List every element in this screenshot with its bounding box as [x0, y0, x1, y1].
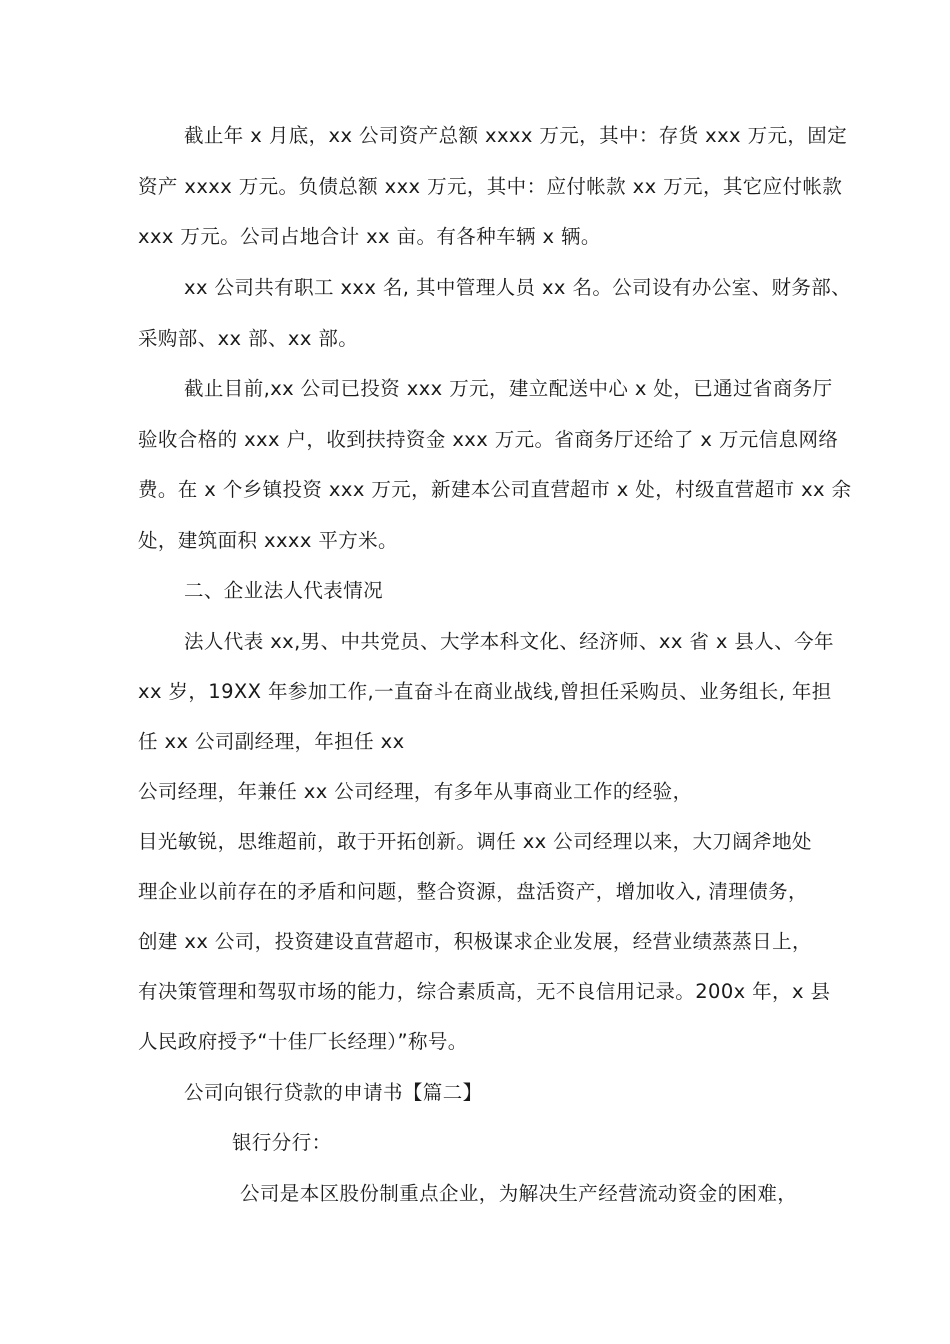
paragraph-1-line-3: xxx 万元。公司占地合计 xx 亩。有各种车辆 x 辆。 [138, 225, 601, 248]
salutation: 银行分行： [232, 1131, 332, 1154]
paragraph-1-line-2: 资产 xxxx 万元。负债总额 xxx 万元，其中：应付帐款 xx 万元，其它应付帐款 [138, 175, 843, 198]
paragraph-4-line-1: 法人代表 xx,男、中共党员、大学本科文化、经济师、xx 省 x 县人、今年 [184, 630, 834, 653]
paragraph-3-line-1: 截止目前,xx 公司已投资 xxx 万元，建立配送中心 x 处，已通过省商务厅 [184, 377, 833, 400]
letter-body-line-1: 公司是本区股份制重点企业，为解决生产经营流动资金的困难， [240, 1182, 798, 1205]
paragraph-4-line-2: xx 岁，19XX 年参加工作,一直奋斗在商业战线,曾担任采购员、业务组长, 年担 [138, 680, 832, 703]
paragraph-4-line-4: 公司经理，年兼任 xx 公司经理，有多年从事商业工作的经验， [138, 780, 693, 803]
paragraph-3-line-2: 验收合格的 xxx 户，收到扶持资金 xxx 万元。省商务厅还给了 x 万元信息网络 [138, 428, 839, 451]
paragraph-4-line-3: 任 xx 公司副经理，年担任 xx [138, 730, 405, 753]
paragraph-4-line-7: 创建 xx 公司，投资建设直营超市，积极谋求企业发展，经营业绩蒸蒸日上， [138, 930, 812, 953]
paragraph-4-line-9: 人民政府授予“十佳厂长经理）”称号。 [138, 1030, 468, 1053]
paragraph-2-line-1: xx 公司共有职工 xxx 名, 其中管理人员 xx 名。公司设有办公室、财务部、 [184, 276, 852, 299]
article-title: 公司向银行贷款的申请书【篇二】 [184, 1081, 483, 1104]
paragraph-4-line-5: 目光敏锐，思维超前，敢于开拓创新。调任 xx 公司经理以来，大刀阔斧地处 [138, 830, 812, 853]
paragraph-1-line-1: 截止年 x 月底，xx 公司资产总额 xxxx 万元，其中：存货 xxx 万元，固定 [184, 124, 848, 147]
paragraph-2-line-2: 采购部、xx 部、xx 部。 [138, 327, 359, 350]
paragraph-3-line-3: 费。在 x 个乡镇投资 xxx 万元，新建本公司直营超市 x 处，村级直营超市 xx 余 [138, 478, 852, 501]
section-heading: 二、企业法人代表情况 [184, 579, 384, 602]
paragraph-4-line-8: 有决策管理和驾驭市场的能力，综合素质高，无不良信用记录。200x 年，x 县 [138, 980, 831, 1003]
paragraph-3-line-4: 处，建筑面积 xxxx 平方米。 [138, 529, 398, 552]
paragraph-4-line-6: 理企业以前存在的矛盾和问题，整合资源，盘活资产，增加收入, 清理债务， [138, 880, 808, 903]
